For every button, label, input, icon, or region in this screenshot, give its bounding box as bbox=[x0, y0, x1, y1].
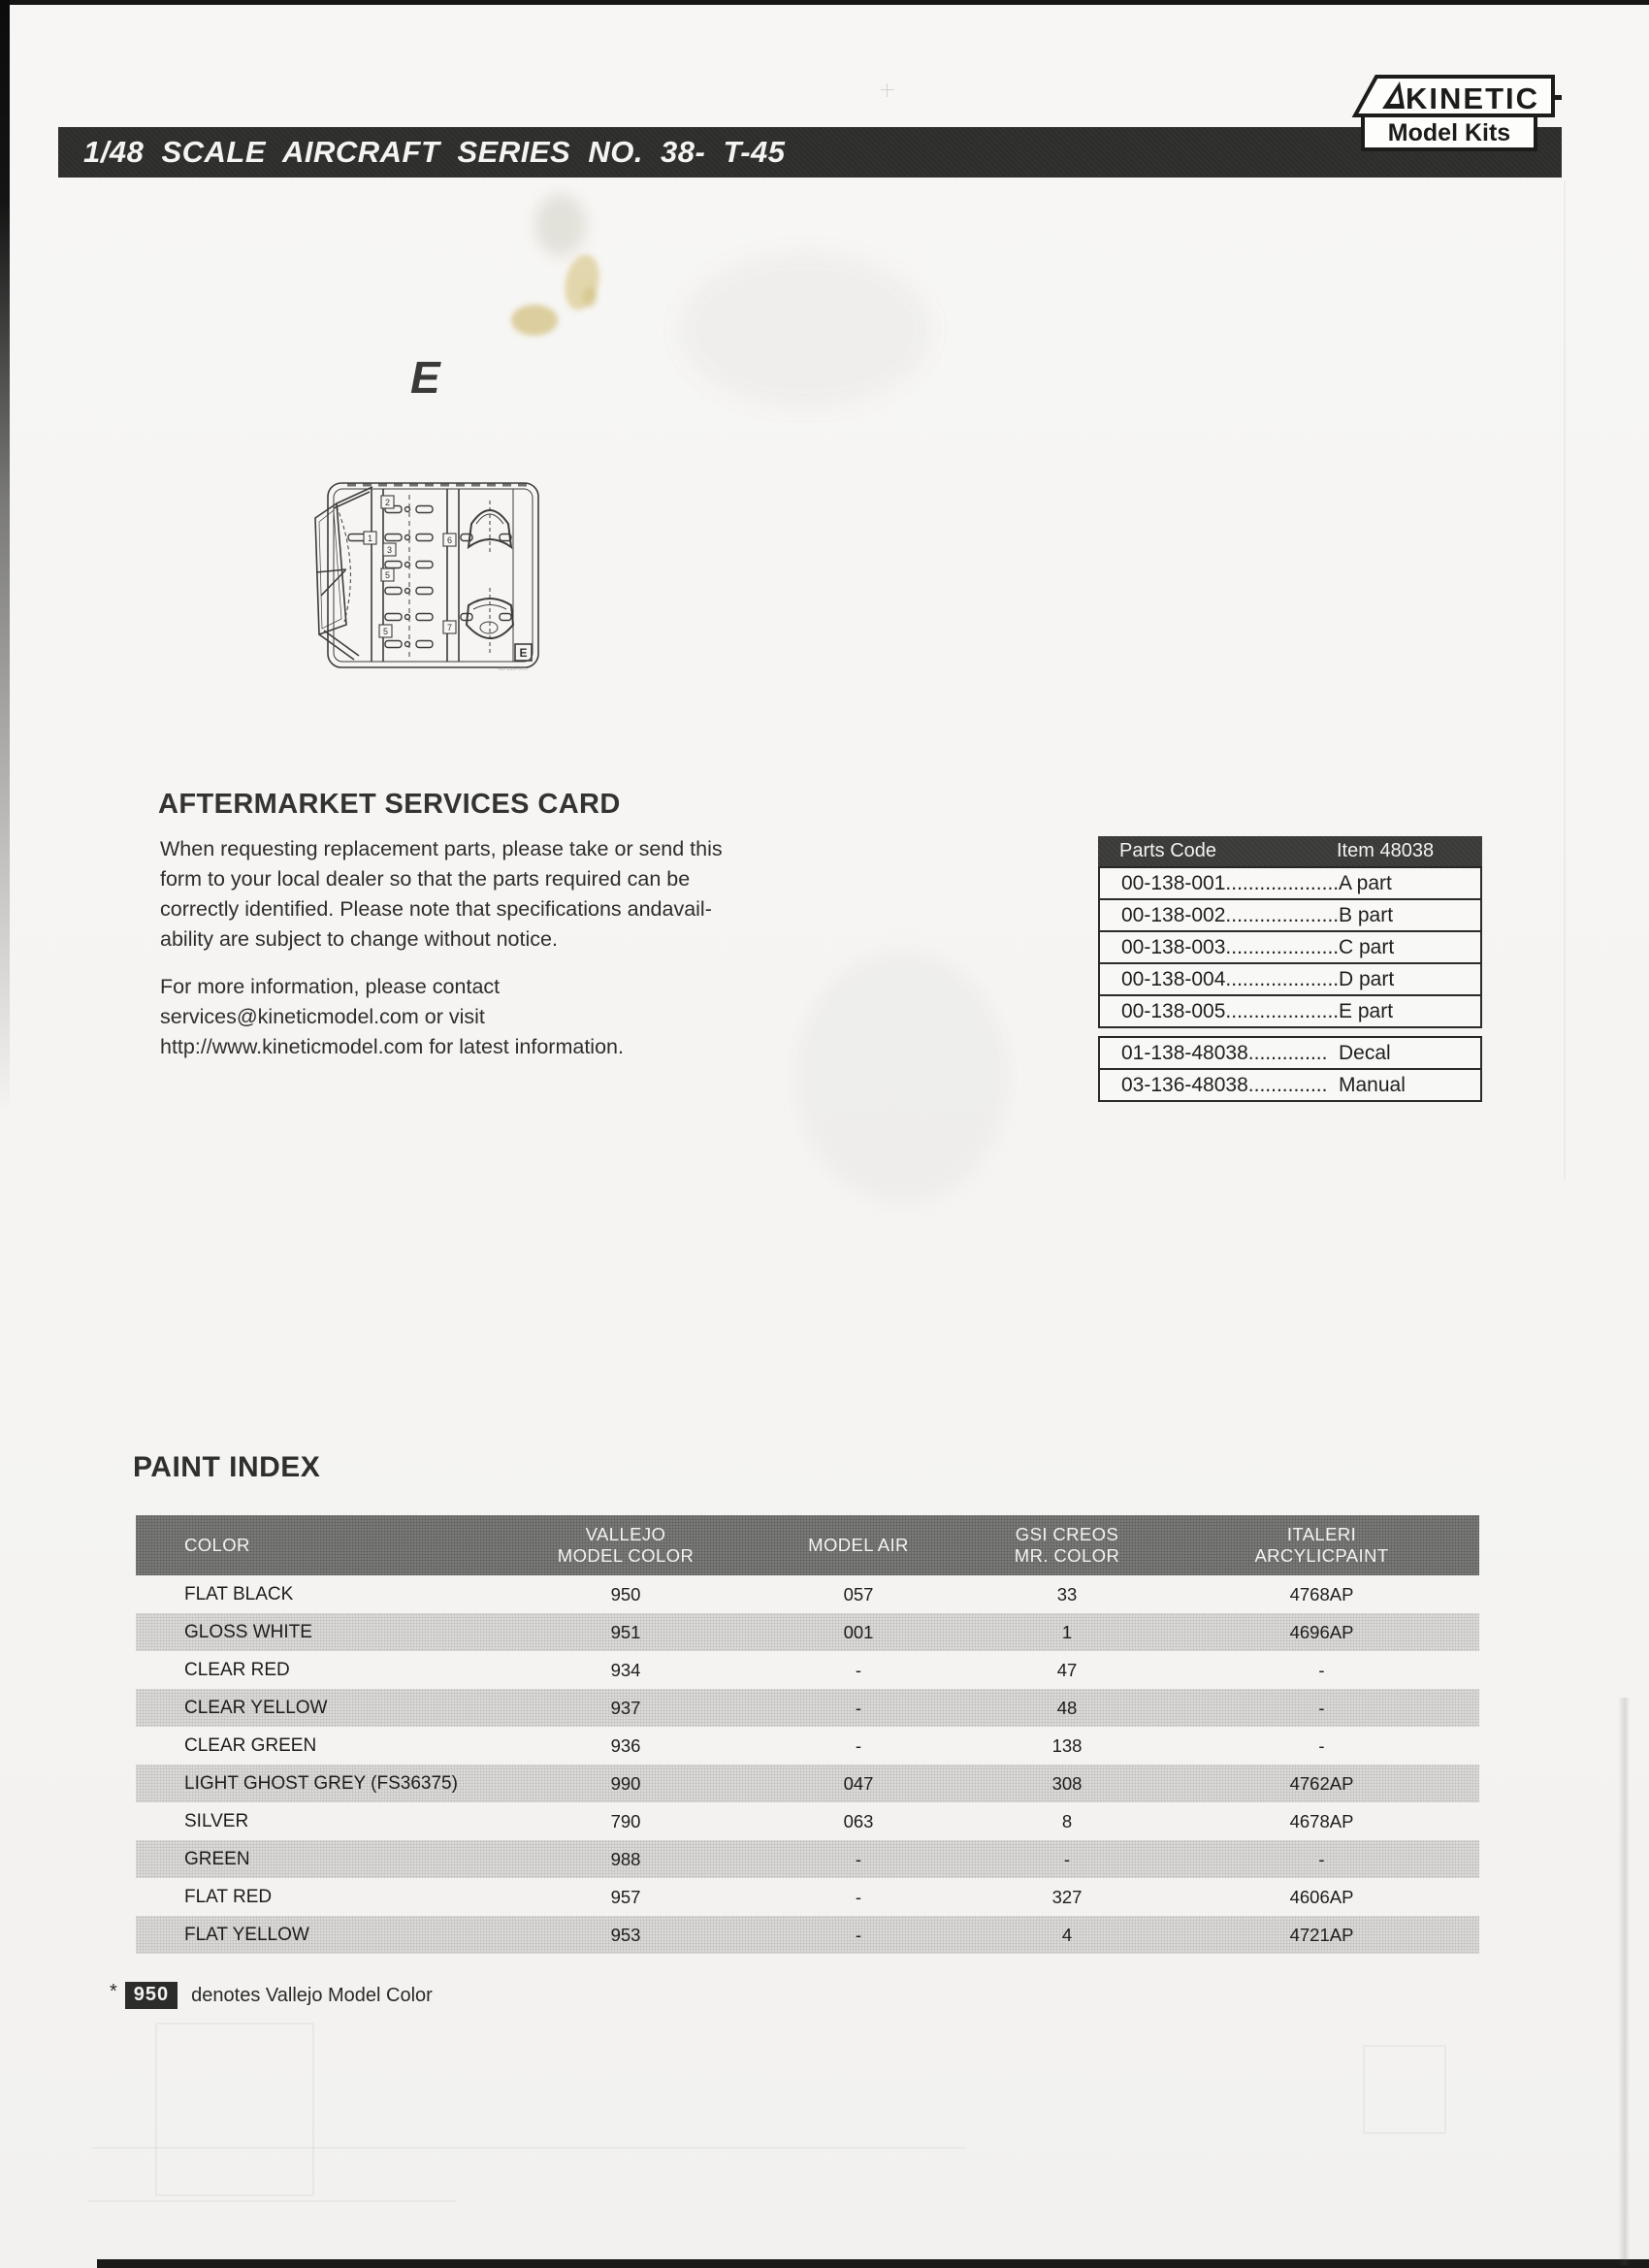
showthrough-ghost-blob bbox=[679, 252, 931, 407]
paint-table-header bbox=[136, 1515, 1479, 1575]
showthrough-ghost-box bbox=[1363, 2045, 1446, 2134]
series-banner bbox=[58, 127, 1562, 178]
showthrough-ghost-box bbox=[155, 2023, 314, 2196]
series-banner-title: 1/48 SCALE AIRCRAFT SERIES NO. 38- T-45 bbox=[83, 135, 786, 169]
paint-row: SILVER 790 063 8 4678AP bbox=[184, 1810, 1354, 1831]
paint-row: CLEAR GREEN 936 - 138 - bbox=[184, 1734, 1325, 1756]
logo-subtitle-text: Model Kits bbox=[1387, 119, 1511, 146]
parts-table-header bbox=[1098, 836, 1482, 866]
paint-row: FLAT YELLOW 953 - 4 4721AP bbox=[136, 1916, 1479, 1954]
text-line: correctly identified. Please note that specifications andavail- bbox=[160, 897, 712, 921]
parts-row: 00-138-003.................... C part bbox=[1098, 932, 1482, 964]
col-header-model-air: MODEL AIR bbox=[808, 1535, 909, 1555]
showthrough-ghost-line bbox=[92, 2147, 965, 2149]
paint-index-heading: PAINT INDEX bbox=[133, 1451, 321, 1483]
showthrough-ghost-line bbox=[87, 2200, 456, 2202]
scan-edge-bottom bbox=[97, 2259, 1649, 2268]
parts-row: 00-138-004.................... D part bbox=[1098, 964, 1482, 996]
parts-header-item: Item 48038 bbox=[1337, 840, 1435, 861]
kinetic-logo bbox=[1343, 72, 1567, 155]
col-header-vallejo: VALLEJO MODEL COLOR bbox=[557, 1524, 695, 1566]
text-line: For more information, please contact bbox=[160, 975, 501, 998]
svg-text:7: 7 bbox=[446, 623, 453, 632]
text-line: When requesting replacement parts, please take or send this bbox=[160, 837, 723, 860]
paint-row: FLAT RED 957 - 327 4606AP bbox=[184, 1886, 1354, 1907]
paint-row: GREEN 988 - - - bbox=[136, 1840, 1479, 1878]
page-fold-line bbox=[1564, 180, 1566, 1180]
aftermarket-heading: AFTERMARKET SERVICES CARD bbox=[158, 789, 621, 820]
paint-row: FLAT BLACK 950 057 33 4768AP bbox=[184, 1583, 1354, 1604]
svg-text:1: 1 bbox=[367, 534, 373, 543]
aftermarket-paragraph-2 bbox=[160, 972, 624, 1062]
sprue-plate-label: E bbox=[519, 646, 528, 660]
svg-text:3: 3 bbox=[386, 545, 393, 555]
footnote-code-chip: 950 bbox=[125, 1982, 178, 2009]
text-line: ability are subject to change without notice. bbox=[160, 927, 558, 951]
paint-row: LIGHT GHOST GREY (FS36375) 990 047 308 4762AP bbox=[136, 1765, 1479, 1802]
sprue-windscreen-part bbox=[469, 501, 511, 553]
kinetic-logo-graphic bbox=[1343, 72, 1567, 155]
scan-edge-top bbox=[0, 0, 1649, 5]
parts-row: 00-138-002.................... B part bbox=[1098, 900, 1482, 932]
parts-row: 03-136-48038.............. Manual bbox=[1098, 1070, 1482, 1102]
parts-row: 00-138-005.................... E part bbox=[1098, 996, 1482, 1028]
paper-stain bbox=[535, 194, 586, 256]
paint-index-table bbox=[136, 1515, 1479, 1954]
footnote-asterisk: * bbox=[110, 1980, 117, 2002]
website-url-line: http://www.kineticmodel.com for latest information. bbox=[160, 1035, 624, 1058]
col-header-italeri: ITALERI ARCYLICPAINT bbox=[1254, 1524, 1389, 1566]
sprue-letter-label: E bbox=[410, 352, 440, 403]
aftermarket-paragraph-1 bbox=[160, 834, 723, 955]
svg-text:5: 5 bbox=[382, 627, 389, 636]
parts-header-left: Parts Code bbox=[1119, 840, 1217, 861]
sprue-pin-parts bbox=[348, 506, 511, 648]
parts-code-table bbox=[1098, 836, 1482, 1102]
scan-edge-left bbox=[0, 0, 10, 1116]
svg-text:2: 2 bbox=[384, 498, 391, 507]
svg-text:5: 5 bbox=[384, 570, 391, 580]
paper-stain bbox=[583, 287, 597, 307]
page-edge-shadow bbox=[1618, 1698, 1630, 2265]
contact-email-line: services@kineticmodel.com or visit bbox=[160, 1005, 485, 1028]
paper-stain bbox=[560, 251, 603, 313]
col-header-color: COLOR bbox=[184, 1535, 250, 1555]
parts-row: 01-138-48038.............. Decal bbox=[1098, 1038, 1482, 1070]
paint-row: GLOSS WHITE 951 001 1 4696AP bbox=[136, 1613, 1479, 1651]
sprue-diagram-e bbox=[275, 464, 566, 687]
logo-brand-text: KINETIC bbox=[1406, 81, 1539, 115]
svg-text:6: 6 bbox=[446, 535, 453, 545]
showthrough-ghost-blob bbox=[795, 951, 1009, 1203]
text-line: form to your local dealer so that the parts required can be bbox=[160, 867, 691, 891]
parts-row: 00-138-001.................... A part bbox=[1098, 868, 1482, 900]
footnote-text: denotes Vallejo Model Color bbox=[191, 1984, 433, 2006]
registration-mark bbox=[881, 83, 894, 97]
paint-footnote bbox=[110, 1982, 433, 2009]
col-header-gsi-creos: GSI CREOS MR. COLOR bbox=[1014, 1524, 1120, 1566]
paper-stain bbox=[511, 305, 558, 336]
paint-row: CLEAR RED 934 - 47 - bbox=[184, 1659, 1325, 1680]
paint-row: CLEAR YELLOW 937 - 48 - bbox=[136, 1689, 1479, 1727]
svg-text:48-138-005: 48-138-005 bbox=[498, 666, 528, 672]
